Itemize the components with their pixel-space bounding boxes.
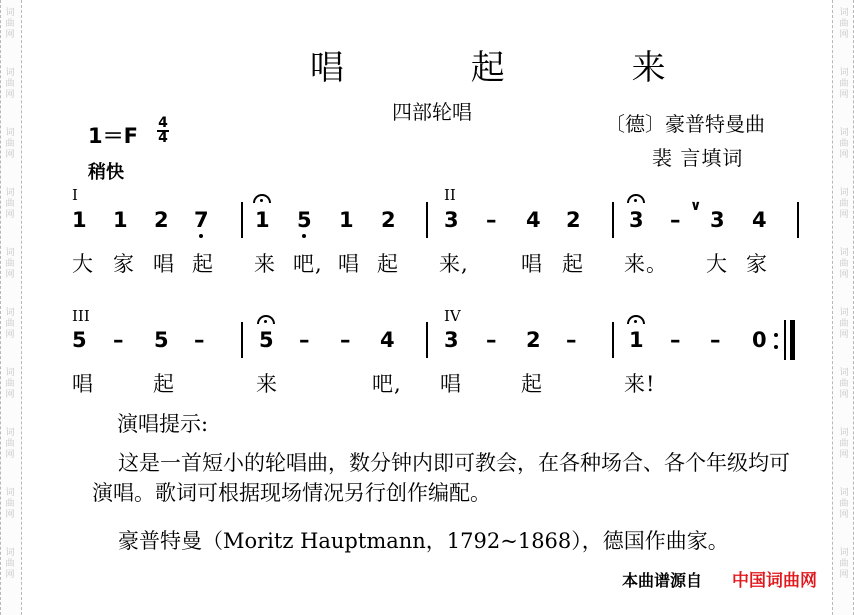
note: – — [710, 328, 721, 352]
low-octave-dot — [302, 234, 306, 238]
bar-line — [612, 322, 614, 358]
watermark-text: 词 曲 网 — [5, 488, 15, 520]
lyric: 唱 — [72, 372, 94, 396]
note: 0 — [752, 328, 767, 352]
note: – — [299, 328, 310, 352]
note: – — [670, 208, 681, 232]
note: – — [194, 328, 205, 352]
note: 1 — [339, 208, 354, 232]
watermark-text: 词 曲 网 — [5, 308, 15, 340]
note: 1 — [72, 208, 87, 232]
note: 7 — [194, 208, 209, 232]
note: 2 — [566, 208, 581, 232]
watermark-text: 词 曲 网 — [839, 248, 849, 280]
repeat-dot — [774, 333, 778, 337]
note: 3 — [444, 328, 459, 352]
tempo-marking: 稍快 — [88, 162, 124, 183]
bar-line — [612, 202, 614, 238]
lyric: 来! — [624, 372, 656, 396]
source-site-link[interactable]: 中国词曲网 — [732, 571, 817, 591]
note: 5 — [154, 328, 169, 352]
watermark-text: 词 曲 网 — [839, 548, 849, 580]
note: – — [670, 328, 681, 352]
lyric: 大 — [72, 252, 94, 276]
watermark-text: 词 曲 网 — [5, 428, 15, 460]
fermata-icon — [627, 315, 645, 324]
lyric: 吧, — [293, 252, 323, 276]
time-signature-bottom: 4 — [158, 130, 168, 146]
note: 3 — [444, 208, 459, 232]
note: 4 — [526, 208, 541, 232]
part-marker-4: IV — [444, 307, 461, 325]
lyric: 来, — [439, 252, 469, 276]
watermark-text: 词 曲 网 — [839, 68, 849, 100]
lyric: 来 — [256, 372, 278, 396]
part-marker-2: II — [444, 186, 456, 204]
watermark-text: 词 曲 网 — [5, 368, 15, 400]
hints-paragraph-2: 豪普特曼（Moritz Hauptmann，1792~1868），德国作曲家。 — [118, 529, 729, 553]
note: 5 — [72, 328, 87, 352]
fermata-icon — [627, 194, 645, 203]
watermark-text: 词 曲 网 — [5, 248, 15, 280]
note: 2 — [154, 208, 169, 232]
lyric: 唱 — [153, 252, 175, 276]
watermark-text: 词 曲 网 — [839, 308, 849, 340]
repeat-dot — [774, 345, 778, 349]
note: 4 — [380, 328, 395, 352]
fermata-icon — [253, 194, 271, 203]
bar-line — [426, 202, 428, 238]
low-octave-dot — [199, 234, 203, 238]
part-marker-3: III — [72, 307, 90, 325]
watermark-text: 词 曲 网 — [839, 8, 849, 40]
watermark-text: 词 曲 网 — [839, 128, 849, 160]
note: – — [340, 328, 351, 352]
lyric: 唱 — [521, 252, 543, 276]
composer-credit: 〔德〕豪普特曼曲 — [605, 112, 765, 136]
hints-paragraph-1: 这是一首短小的轮唱曲，数分钟内即可教会，在各种场合、各个年级均可演唱。歌词可根据现场情况另行创作编配。 — [92, 451, 790, 505]
key-signature: 1＝F — [88, 124, 138, 148]
watermark-text: 词 曲 网 — [5, 548, 15, 580]
bar-line — [241, 322, 243, 358]
note: – — [486, 208, 497, 232]
source-label: 本曲谱源自 — [622, 571, 703, 590]
watermark-text: 词 曲 网 — [839, 488, 849, 520]
lyric: 起 — [377, 252, 399, 276]
watermark-text: 词 曲 网 — [839, 188, 849, 220]
part-marker-1: I — [72, 186, 78, 204]
time-signature-top: 4 — [158, 115, 168, 131]
note: 2 — [381, 208, 396, 232]
song-title: 唱 起 来 — [310, 48, 724, 88]
fermata-icon — [257, 315, 275, 324]
lyric: 唱 — [338, 252, 360, 276]
note: 1 — [255, 208, 270, 232]
watermark-text: 词 曲 网 — [5, 68, 15, 100]
note: 1 — [113, 208, 128, 232]
bar-line — [241, 202, 243, 238]
lyric: 来。 — [624, 252, 668, 276]
note: 2 — [526, 328, 541, 352]
note: 5 — [297, 208, 312, 232]
bar-line — [797, 202, 799, 238]
lyric: 起 — [192, 252, 214, 276]
note: – — [486, 328, 497, 352]
lyric: 大 — [706, 252, 728, 276]
breath-mark-icon: ∨ — [690, 198, 702, 214]
lyric: 家 — [113, 252, 135, 276]
final-bar-thick — [790, 320, 795, 360]
final-bar-thin — [784, 320, 786, 360]
note: 4 — [752, 208, 767, 232]
bar-line — [426, 322, 428, 358]
note: – — [113, 328, 124, 352]
watermark-text: 词 曲 网 — [839, 428, 849, 460]
lyric: 起 — [562, 252, 584, 276]
watermark-text: 词 曲 网 — [5, 128, 15, 160]
hints-title: 演唱提示: — [117, 412, 209, 436]
lyric: 唱 — [440, 372, 462, 396]
lyric: 吧, — [372, 372, 402, 396]
song-subtitle: 四部轮唱 — [392, 100, 472, 124]
lyric: 起 — [153, 372, 175, 396]
note: 3 — [710, 208, 725, 232]
note: 1 — [629, 328, 644, 352]
lyricist-credit: 裴 言填词 — [652, 146, 744, 170]
note: 5 — [259, 328, 274, 352]
note: – — [566, 328, 577, 352]
time-signature — [157, 117, 169, 145]
lyric: 家 — [746, 252, 768, 276]
watermark-text: 词 曲 网 — [5, 8, 15, 40]
watermark-text: 词 曲 网 — [839, 368, 849, 400]
lyric: 来 — [254, 252, 276, 276]
lyric: 起 — [521, 372, 543, 396]
watermark-text: 词 曲 网 — [5, 188, 15, 220]
note: 3 — [629, 208, 644, 232]
